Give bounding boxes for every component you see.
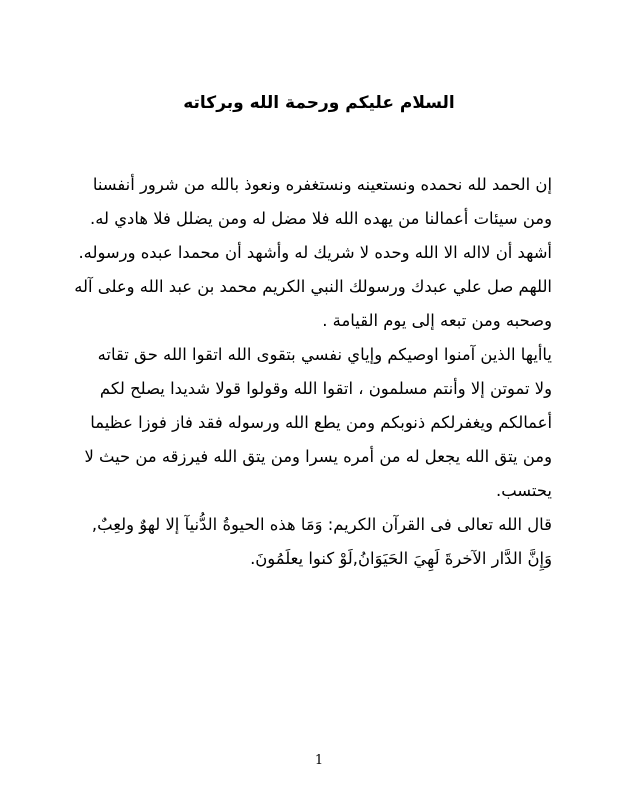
greeting-heading: السلام عليكم ورحمة الله وبركاته (183, 93, 455, 113)
text-line: ياأيها الذين آمنوا اوصيكم وإياي نفسي بتقوى الله اتقوا الله حق تقاته (97, 345, 552, 364)
text-line: وصحبه ومن تبعه إلى يوم القيامة . (322, 311, 552, 330)
text-line: أعمالكم ويغفرلكم ذنوبكم ومن يطع الله ورسوله فقد فاز فوزا عظيما (90, 413, 552, 432)
text-line: قال الله تعالى فى القرآن الكريم: وَمَا هذه الحيوةُ الدُّنيآ إلا لهوٌ ولعِبٌ, (91, 515, 552, 534)
page-number: 1 (314, 753, 324, 768)
body-text (74, 168, 552, 576)
text-line: وَإِنَّ الدَّار الآخرةَ لَهِيَ الحَيَوَانُ,لَوْ كنوا يعلَمُونَ. (250, 549, 552, 568)
text-line: يحتسب. (495, 481, 552, 500)
text-line: ومن سيئات أعمالنا من يهده الله فلا مضل له ومن يضلل فلا هادي له. (90, 209, 552, 228)
text-line: ولا تموتن إلا وأنتم مسلمون ، اتقوا الله وقولوا قولا شديدا يصلح لكم (99, 379, 552, 398)
text-line: اللهم صل علي عبدك ورسولك النبي الكريم محمد بن عبد الله وعلى آله (74, 277, 552, 296)
text-line: ومن يتق الله يجعل له من أمره يسرا ومن يتق الله فيرزقه من حيث لا (84, 447, 552, 466)
text-line: إن الحمد لله نحمده ونستعينه ونستغفره ونعوذ بالله من شرور أنفسنا (92, 175, 552, 194)
text-line: أشهد أن لااله الا الله وحده لا شريك له وأشهد أن محمدا عبده ورسوله. (78, 243, 552, 262)
